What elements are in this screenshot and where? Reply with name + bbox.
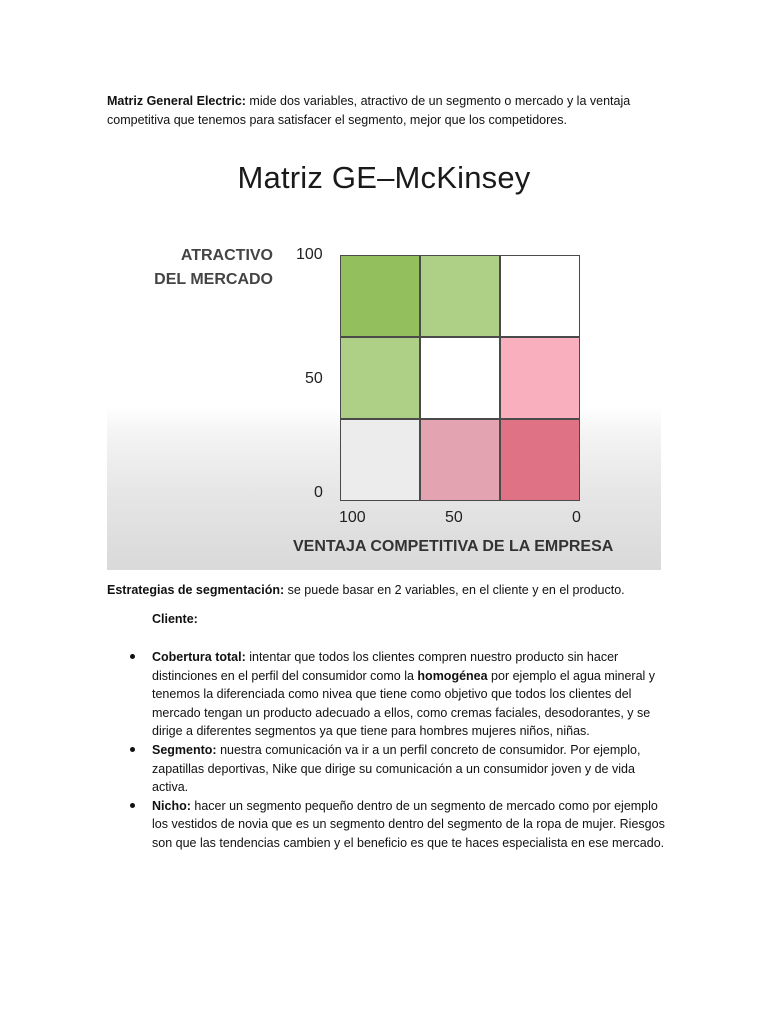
bullet-icon	[130, 654, 135, 659]
cell-r1c2	[420, 255, 500, 337]
cell-r2c1	[340, 337, 420, 419]
intro-text: mide dos variables, atractivo de un segmento o mercado y la ventaja competitiva que tenemos para satisfacer el segmento, mejor que los competidores.	[107, 94, 631, 127]
list-item	[128, 797, 668, 853]
bullet-2-bold: Segmento:	[152, 742, 217, 757]
bullet-1-bold: Cobertura total:	[152, 650, 246, 664]
list-item	[128, 741, 668, 797]
bullet-list	[128, 648, 668, 853]
cliente-heading-text: Cliente:	[152, 612, 198, 626]
y-tick-0: 0	[314, 484, 323, 501]
y-axis-label	[153, 244, 273, 292]
bullet-1-text2: por ejemplo el agua mineral y tenemos la diferenciada como nivea que tiene como objetivo que todos los clientes del mercado tengan un producto adecuado a ellos, como cremas faciales, desodorantes, y se dirige a diferentes segmentos ya que tiene para hombres mujeres niños, niñas.	[152, 668, 656, 739]
list-item	[128, 648, 668, 741]
strategies-paragraph	[107, 581, 667, 600]
y-axis-label-line2: DEL MERCADO	[154, 271, 273, 288]
cell-r2c2	[420, 337, 500, 419]
bullet-3-text: hacer un segmento pequeño dentro de un segmento de mercado como por ejemplo los vestidos de novia que es un segmento dentro del segmento de la ropa de mujer. Riesgos son que las tendencias cambien y el beneficio es que te haces especialista en ese mercado.	[152, 798, 665, 850]
bullet-icon	[130, 803, 135, 808]
cell-r3c2	[420, 419, 500, 501]
y-tick-100: 100	[296, 246, 323, 263]
ge-mckinsey-figure	[107, 140, 661, 570]
cell-r3c3	[500, 419, 580, 501]
bullet-3-bold: Nicho:	[152, 798, 191, 813]
strategies-text: se puede basar en 2 variables, en el cliente y en el producto.	[284, 583, 625, 597]
x-tick-50: 50	[445, 509, 463, 526]
intro-paragraph	[107, 92, 647, 129]
figure-title: Matriz GE–McKinsey	[237, 160, 531, 195]
matrix-grid	[340, 255, 580, 501]
x-tick-100: 100	[339, 509, 366, 526]
cell-r3c1	[340, 419, 420, 501]
bullet-icon	[130, 747, 135, 752]
x-tick-0: 0	[572, 509, 581, 526]
strategies-bold: Estrategias de segmentación:	[107, 583, 285, 597]
cell-r1c1	[340, 255, 420, 337]
bullet-2-text: nuestra comunicación va ir a un perfil concreto de consumidor. Por ejemplo, zapatillas deportivas, Nike que dirige su comunicación a un consumidor joven y de vida activa.	[152, 742, 641, 795]
y-tick-50: 50	[305, 370, 323, 387]
cell-r1c3	[500, 255, 580, 337]
bullet-1-text: intentar que todos los clientes compren nuestro producto sin hacer distinciones en el perfil del consumidor como la	[152, 650, 619, 683]
cliente-heading	[152, 610, 198, 629]
intro-bold: Matriz General Electric:	[107, 94, 246, 108]
cell-r2c3	[500, 337, 580, 419]
x-axis-label: VENTAJA COMPETITIVA DE LA EMPRESA	[293, 538, 614, 555]
bullet-1-bold2: homogénea	[417, 668, 488, 683]
y-axis-label-line1: ATRACTIVO	[180, 247, 273, 264]
